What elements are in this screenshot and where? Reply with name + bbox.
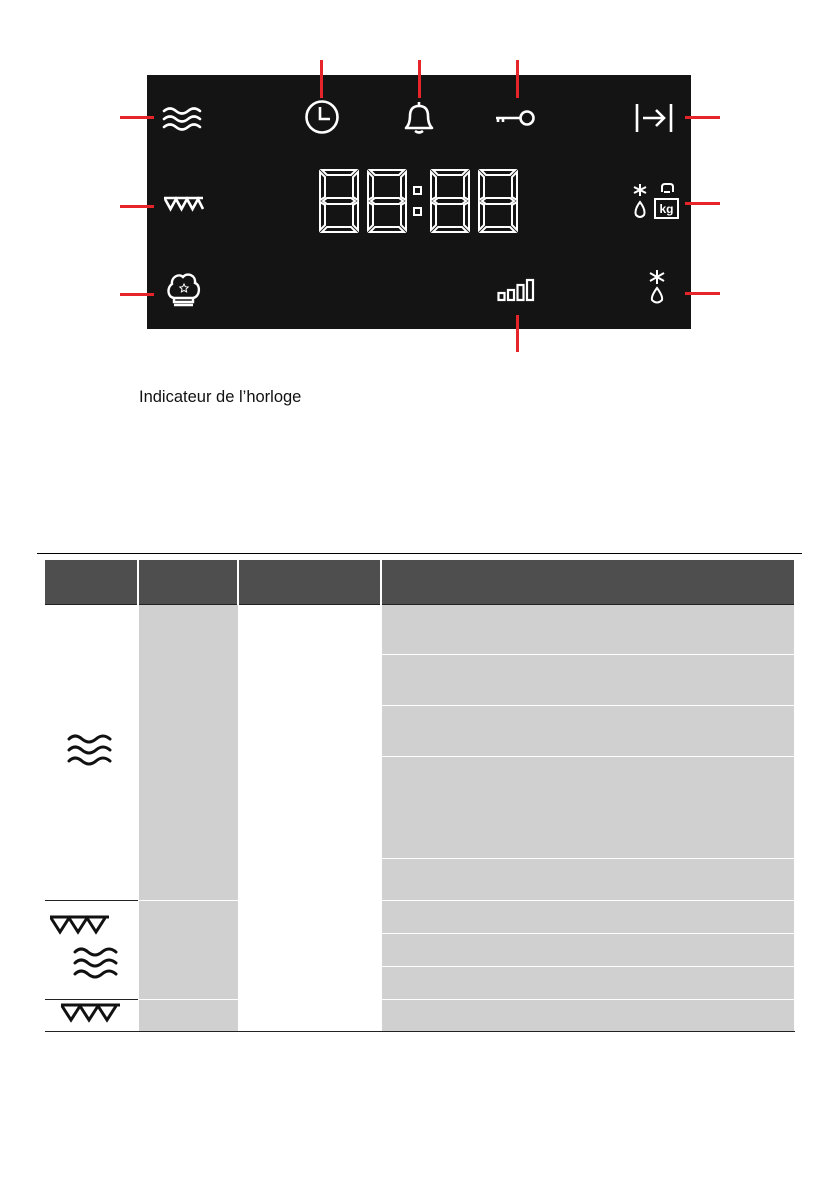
skip-end-icon [634, 102, 674, 134]
table-cell [381, 859, 794, 901]
section-rule [37, 553, 802, 554]
header-cell [381, 560, 794, 605]
table-cell [381, 934, 794, 967]
time-display [318, 168, 520, 239]
table-header-row [45, 560, 794, 605]
grill-icon [163, 196, 205, 212]
caption: Indicateur de l’horloge [139, 388, 302, 406]
autocook-icon [166, 271, 202, 309]
header-cell [45, 560, 138, 605]
page-top-rule [0, 0, 839, 2]
grill-icon [60, 1003, 122, 1028]
svg-text:kg: kg [659, 202, 674, 216]
digit-1 [320, 170, 358, 232]
colon [414, 187, 421, 215]
bell-icon [400, 100, 438, 134]
callout-power-level [516, 315, 519, 352]
callout-autocook [120, 293, 154, 296]
grill-symbol-cell [45, 1000, 138, 1032]
callout-clock [320, 60, 323, 98]
callout-bell [418, 60, 421, 98]
table-cell [381, 655, 794, 706]
callout-defrost [685, 292, 720, 295]
header-cell [138, 560, 238, 605]
table-cell [381, 967, 794, 1000]
table-cell [381, 1000, 794, 1032]
callout-grill [120, 205, 154, 208]
table-row [45, 1000, 794, 1032]
power-level-icon [497, 278, 537, 302]
microwave-icon [162, 106, 204, 132]
table-cell [138, 1000, 238, 1032]
table-cell [381, 757, 794, 859]
table-cell [238, 655, 381, 706]
table-cell [238, 605, 381, 655]
table-cell [138, 901, 238, 1000]
digit-3 [431, 170, 469, 232]
callout-lock [516, 60, 519, 98]
table-cell [238, 967, 381, 1000]
table-row [45, 901, 794, 934]
table-cell [381, 706, 794, 757]
table-cell [238, 934, 381, 967]
table-cell [238, 859, 381, 901]
microwave-symbol-cell [45, 605, 138, 901]
function-table [45, 560, 795, 1032]
microwave-icon [72, 946, 122, 985]
grill-microwave-symbol-cell [45, 901, 138, 1000]
header-cell [238, 560, 381, 605]
weight-defrost-icon [628, 182, 682, 222]
table-cell [238, 706, 381, 757]
callout-weight-defrost [685, 202, 720, 205]
grill-icon [49, 915, 111, 940]
callout-skip-end [685, 116, 720, 119]
table-cell [381, 605, 794, 655]
microwave-icon [66, 733, 116, 772]
table-cell [238, 757, 381, 859]
lock-icon [494, 108, 536, 128]
table-cell [381, 901, 794, 934]
table-row [45, 605, 794, 655]
clock-icon [304, 99, 340, 135]
table-cell [238, 1000, 381, 1032]
digit-2 [368, 170, 406, 232]
table-cell [238, 901, 381, 934]
callout-microwave [120, 116, 154, 119]
table-cell [138, 605, 238, 901]
defrost-icon [645, 268, 669, 306]
digit-4 [479, 170, 517, 232]
